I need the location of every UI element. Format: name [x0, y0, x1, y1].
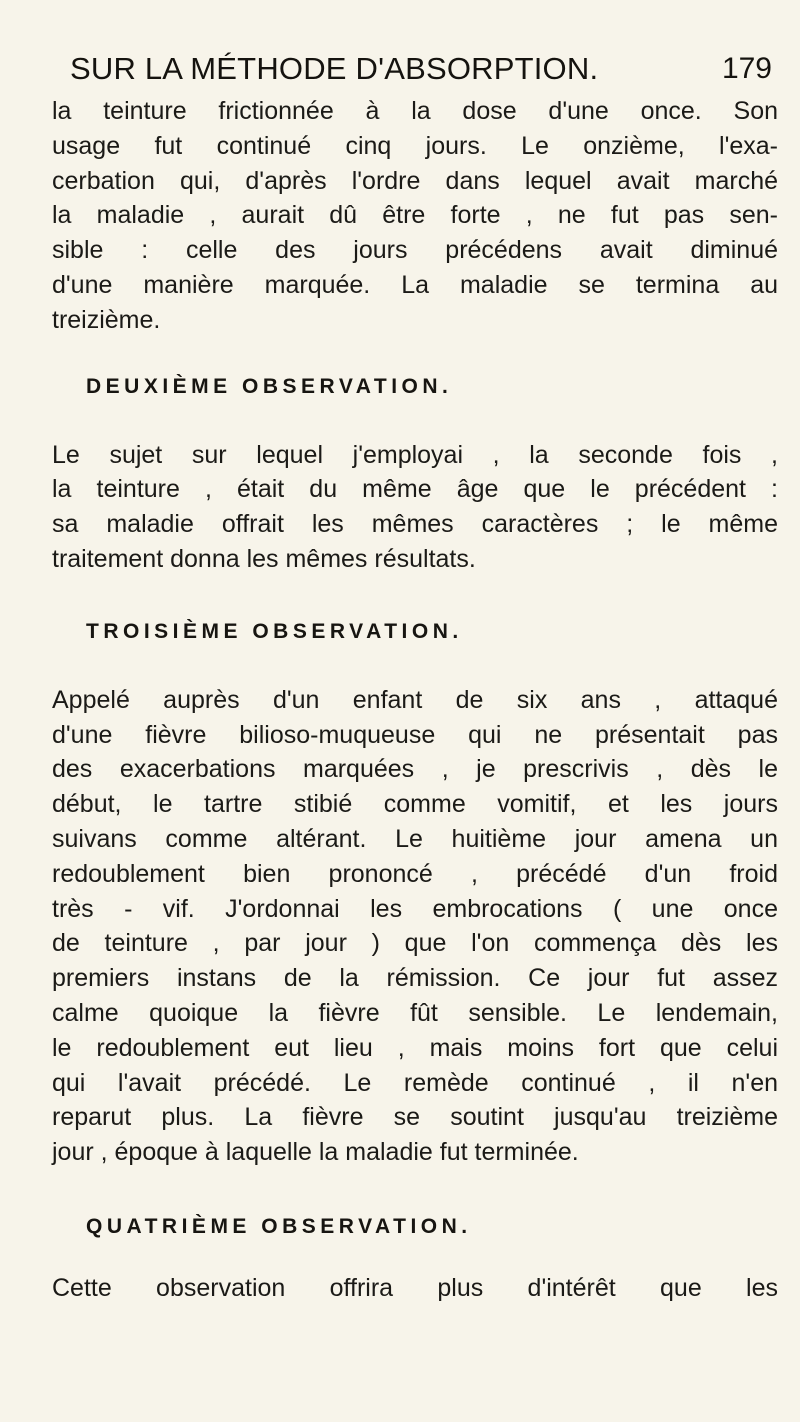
body-line: des exacerbations marquées , je prescrivis , dès le: [52, 755, 778, 784]
body-line: treizième.: [52, 305, 161, 334]
body-line: de teinture , par jour ) que l'on commença dès les: [52, 929, 778, 958]
body-line: d'une manière marquée. La maladie se termina au: [52, 270, 778, 299]
running-header: [52, 36, 778, 86]
body-line: le redoublement eut lieu , mais moins fort que celui: [52, 1033, 778, 1062]
continued-observation-paragraph: [52, 94, 778, 338]
body-line: la maladie , aurait dû être forte , ne fut pas sen-: [52, 201, 778, 230]
body-line: sible : celle des jours précédens avait diminué: [52, 236, 778, 265]
body-line: reparut plus. La fièvre se soutint jusqu'au treizième: [52, 1103, 778, 1132]
body-line: calme quoique la fièvre fût sensible. Le lendemain,: [52, 998, 778, 1027]
body-line: Cette observation offrira plus d'intérêt que les: [52, 1273, 778, 1302]
body-line: d'une fièvre bilioso-muqueuse qui ne présentait pas: [52, 720, 778, 749]
body-line: premiers instans de la rémission. Ce jour fut assez: [52, 964, 778, 993]
troisieme-observation-paragraph: [52, 683, 778, 1170]
section-heading-quatrieme-observation: QUATRIÈME OBSERVATION.: [86, 1214, 472, 1238]
body-line: la teinture , était du même âge que le précédent :: [52, 475, 778, 504]
body-line: qui l'avait précédé. Le remède continué , il n'en: [52, 1068, 778, 1097]
body-line: jour , époque à laquelle la maladie fut terminée.: [52, 1138, 579, 1167]
deuxieme-observation-paragraph: [52, 438, 778, 577]
section-heading-deuxieme-observation: DEUXIÈME OBSERVATION.: [86, 374, 453, 398]
body-line: sa maladie offrait les mêmes caractères ; le même: [52, 510, 778, 539]
body-line: début, le tartre stibié comme vomitif, et les jours: [52, 790, 778, 819]
body-line: cerbation qui, d'après l'ordre dans lequel avait marché: [52, 166, 778, 195]
page-number: 179: [721, 52, 772, 85]
body-line: très - vif. J'ordonnai les embrocations ( une once: [52, 894, 778, 923]
body-line: la teinture frictionnée à la dose d'une once. Son: [52, 97, 778, 125]
body-line: Le sujet sur lequel j'employai , la seconde fois ,: [52, 440, 778, 469]
body-line: redoublement bien prononcé , précédé d'un froid: [52, 859, 778, 888]
body-line: suivans comme altérant. Le huitième jour amena un: [52, 824, 778, 853]
body-line: traitement donna les mêmes résultats.: [52, 544, 476, 573]
body-line: Appelé auprès d'un enfant de six ans , attaqué: [52, 685, 778, 714]
quatrieme-observation-paragraph: [52, 1271, 778, 1306]
body-line: usage fut continué cinq jours. Le onzième, l'exa-: [52, 131, 778, 160]
running-title: SUR LA MÉTHODE D'ABSORPTION.: [70, 51, 599, 86]
section-heading-troisieme-observation: TROISIÈME OBSERVATION.: [86, 619, 463, 643]
